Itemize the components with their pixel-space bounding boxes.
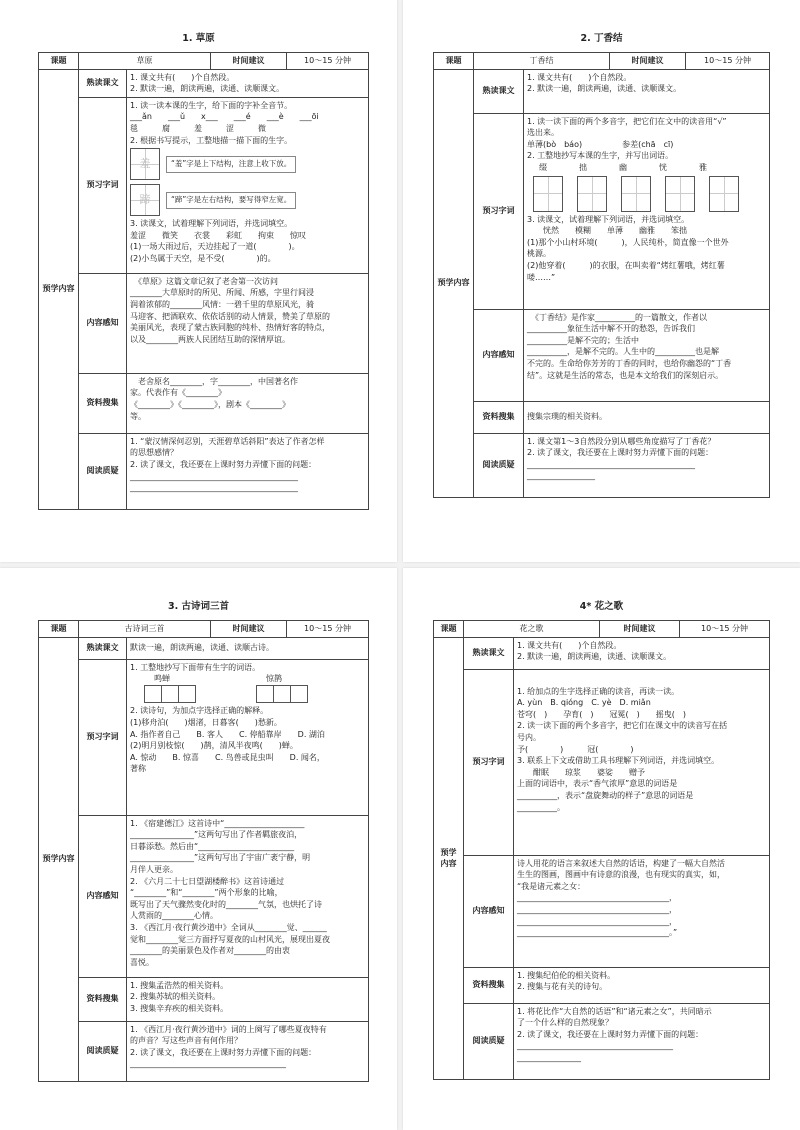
worksheet-page-4: [403, 568, 800, 1130]
header-time-label: 时间建议: [610, 53, 686, 70]
text-line: 生生的图画，图画中有诗意的浪漫，也有现实的真实，如，: [517, 870, 725, 880]
text-line: A. yùn B. qióng C. yè D. miǎn: [517, 698, 651, 708]
text-line: 《草原》这篇文章记叙了老舍第一次访问: [130, 276, 278, 286]
writing-box[interactable]: [577, 176, 607, 212]
text-line: __________，是解不完的。人生中的__________也是解: [527, 347, 719, 357]
info-content: [514, 967, 770, 1003]
text-line: 1. 《西江月·夜行黄沙道中》词的上阕写了哪些夏夜特有: [130, 1024, 327, 1034]
text-line: (2)小鸟属于天空，是不受( )的。: [130, 253, 276, 263]
text-line: 搜集宗璞的相关资料。: [527, 412, 607, 422]
text-line: “________”和“________”两个形象的比喻，: [130, 888, 283, 898]
text-line: 2. 搜集与花有关的诗句。: [517, 982, 608, 992]
text-line: 喽……”: [527, 272, 556, 282]
text-line: 1. “蒙汉情深何忍别，天涯碧草话斜阳”表达了作者怎样: [130, 436, 325, 446]
text-line: __________，表示“盘旋舞动的样子”意思的词语是: [517, 790, 694, 800]
text-line: __________是解不完的；生活中: [527, 335, 639, 345]
text-line: 著称: [130, 764, 146, 774]
section-label-feel: 内容感知: [79, 273, 127, 373]
section-label-read: 熟读课文: [79, 637, 127, 659]
answer-line: __________________________________________: [527, 459, 695, 469]
words-content: [514, 669, 770, 855]
text-line: __________象征生活中解不开的愁怨，告诉我们: [527, 324, 695, 334]
worksheet-table: [433, 52, 770, 498]
text-line: (1)那个小山村环境( )，人民纯朴，简直像一个世外: [527, 237, 729, 247]
text-line: 3. 读课文，试着理解下列词语，并选词填空。: [130, 219, 293, 229]
text-line: (1)移舟泊( )烟渚，日暮客( )愁新。: [130, 717, 282, 727]
word-options: 羞涩 微笑 衣裳 彩虹 拘束 惊叹: [130, 230, 306, 240]
text-line: 不完的。生命给你芳芳的丁香的同时，也给你幽怨的“丁香: [527, 358, 732, 368]
worksheet-table: [433, 620, 770, 1080]
text-line: 月伴人更亲。: [130, 864, 178, 874]
text-line: __________。: [517, 802, 565, 812]
text-line: 予( ) 冠( ): [517, 744, 634, 754]
text-line: 1. 搜集孟浩然的相关资料。: [130, 980, 229, 990]
writing-grid[interactable]: [256, 685, 308, 703]
doubt-content: [127, 1021, 369, 1081]
text-line: “我是诸元素之女：: [517, 881, 586, 891]
tracing-box: 羞: [130, 148, 160, 180]
section-label-feel: 内容感知: [464, 855, 514, 967]
text-line: 诗人用花的语言来叙述大自然的话语，构建了一幅大自然活: [517, 858, 725, 868]
section-label-words: 预习字词: [79, 97, 127, 273]
feel-content: [127, 273, 369, 373]
text-line: 2. 读一读下面的两个多音字，把它们在课文中的读音写在括: [517, 721, 728, 731]
text-line: 2. 读了课文，我还要在上课时努力弄懂下面的问题：: [130, 459, 317, 469]
text-line: 上面的词语中，表示“香气浓厚”意思的词语是: [517, 779, 678, 789]
pinyin-line: ___ǎn ___ǔ x___ ___é ___è ___ōi: [130, 112, 319, 122]
header-title-label: 课题: [39, 621, 79, 638]
char-line: 缀 拙 幽 恍 雅: [539, 162, 707, 172]
read-content: [127, 69, 369, 97]
answer-line: ______________________________________，: [517, 916, 677, 926]
text-line: 2. 《六月二十七日望湖楼醉书》这首诗通过: [130, 876, 285, 886]
text-line: (2)明月别枝惊( )鹊，清风半夜鸣( )蝉。: [130, 741, 298, 751]
text-line: 2. 读诗句，为加点字选择正确的解释。: [130, 706, 269, 716]
writing-box[interactable]: [621, 176, 651, 212]
answer-line: _________________: [527, 471, 595, 481]
group-label: 预学内容: [39, 637, 79, 1081]
text-line: 单薄(bò báo) 参差(chā cī): [527, 139, 674, 149]
answer-line: ______________________________________，: [517, 904, 677, 914]
char-line: 毯 腐 羞 涩 微: [130, 123, 266, 133]
writing-box[interactable]: [709, 176, 739, 212]
info-content: [524, 401, 770, 433]
text-line: 的声音？写这些声音有何作用？: [130, 1036, 242, 1046]
text-line: 选出来。: [527, 128, 559, 138]
page-title: 4* 花之歌: [579, 601, 624, 612]
text-line: 2. 读了课文，我还要在上课时努力弄懂下面的问题：: [527, 448, 714, 458]
word-label: 惊鹊: [266, 674, 282, 684]
text-line: 润着浓郁的________风情：一碧千里的草原风光，骑: [130, 299, 314, 309]
section-label-feel: 内容感知: [474, 309, 524, 401]
worksheet-page-3: [0, 568, 397, 1130]
text-line: 结”。这就是生活的常态，也是本文给我们的深刻启示。: [527, 370, 724, 380]
section-label-doubt: 阅读质疑: [79, 1021, 127, 1081]
lesson-name: 花之歌: [464, 621, 600, 638]
text-line: 2. 默读一遍，朗读两遍，读通、读顺课文。: [527, 84, 682, 94]
section-label-info: 资料搜集: [474, 401, 524, 433]
text-line: 以及________两族人民团结互助的深情厚谊。: [130, 334, 290, 344]
text-line: 1. 读一读本课的生字，给下面的字补全音节。: [130, 100, 293, 110]
feel-content: [514, 855, 770, 967]
section-label-doubt: 阅读质疑: [474, 433, 524, 497]
text-line: 1. 将花比作“大自然的话语”和“诸元素之女”，共同暗示: [517, 1006, 712, 1016]
text-line: 老舍原名________，字________，中国著名作: [130, 376, 298, 386]
word-options: 恍然 模糊 单薄 幽雅 笨拙: [527, 226, 687, 236]
lesson-name: 古诗词三首: [79, 621, 211, 638]
answer-line: ________________: [517, 1052, 581, 1062]
answer-line: __________________________________________: [130, 471, 298, 481]
page-title: 1. 草原: [182, 33, 215, 44]
text-line: 马迎客、把酒联欢、依依话别的动人情景，赞美了草原的: [130, 311, 330, 321]
text-line: 1. 课文第1～3自然段分别从哪些角度描写了丁香花？: [527, 436, 716, 446]
time-value: 10～15 分钟: [686, 53, 770, 70]
text-line: 3. 读课文，试着理解下列词语，并选词填空。: [527, 214, 690, 224]
section-label-read: 熟读课文: [474, 69, 524, 113]
worksheet-table: [38, 52, 369, 510]
section-label-doubt: 阅读质疑: [79, 433, 127, 509]
section-label-info: 资料搜集: [464, 967, 514, 1003]
word-label: 鸣蝉: [154, 674, 170, 684]
worksheet-page-2: [403, 0, 800, 562]
text-line: 2. 读了课文，我还要在上课时努力弄懂下面的问题：: [517, 1029, 704, 1039]
writing-grid[interactable]: [144, 685, 196, 703]
writing-box[interactable]: [533, 176, 563, 212]
text-line: 1. 读一读下面的两个多音字，把它们在文中的读音用“√”: [527, 116, 727, 126]
header-title-label: 课题: [39, 53, 79, 70]
answer-line: __________________________________________: [130, 483, 298, 493]
read-content: [524, 69, 770, 113]
page-title: 3. 古诗词三首: [167, 601, 230, 612]
feel-content: [524, 309, 770, 401]
read-content: [127, 637, 369, 659]
header-time-label: 时间建议: [600, 621, 680, 638]
text-line: 既写出了天气骤然变化时的________气氛，也烘托了诗: [130, 899, 322, 909]
text-line: 美丽风光，表现了蒙古族同胞的纯朴、热情好客的特点，: [130, 323, 330, 333]
section-label-read: 熟读课文: [464, 637, 514, 669]
text-line: 2. 根据书写提示，工整地描一描下面的生字。: [130, 135, 293, 145]
section-label-words: 预习字词: [79, 659, 127, 815]
group-label: 预学内容: [39, 69, 79, 509]
word-options: 酣眠 琼浆 婆娑 赠予: [517, 767, 645, 777]
text-line: 1. 课文共有( )个自然段。: [130, 72, 235, 82]
text-line: 苍穹( ) 孕育( ) 冠冕( ) 摇曳( ): [517, 709, 686, 719]
text-line: 《________》《________》，剧本《________》: [130, 399, 290, 409]
feel-content: [127, 815, 369, 977]
text-line: 了一个什么样的自然现象？: [517, 1018, 613, 1028]
section-label-info: 资料搜集: [79, 373, 127, 433]
section-label-words: 预习字词: [464, 669, 514, 855]
section-label-words: 预习字词: [474, 113, 524, 309]
text-line: 2. 默读一遍，朗读两遍，读通、读顺课文。: [130, 84, 285, 94]
info-content: [127, 977, 369, 1021]
text-line: 2. 读了课文，我还要在上课时努力弄懂下面的问题：: [130, 1047, 317, 1057]
text-line: (2)他穿着( )的衣服，在叫卖着“烤红薯哦，烤红薯: [527, 260, 725, 270]
header-title-label: 课题: [434, 53, 474, 70]
words-content: [524, 113, 770, 309]
worksheet-table: [38, 620, 369, 1082]
text-line: 3. 《西江月·夜行黄沙道中》全词从________觉、______: [130, 922, 327, 932]
answer-line: _______________________________________: [517, 1041, 673, 1051]
doubt-content: [127, 433, 369, 509]
writing-hint: “蹄”字是左右结构，要写得窄左宽。: [166, 192, 296, 209]
text-line: 1. 课文共有( )个自然段。: [517, 640, 622, 650]
text-line: 觉和________觉三方面抒写夏夜的山村风光，展现出夏夜: [130, 934, 330, 944]
text-line: 2. 搜集苏轼的相关资料。: [130, 992, 221, 1002]
text-line: 1. 《宿建德江》这首诗中“____________________: [130, 818, 305, 828]
doubt-content: [514, 1003, 770, 1079]
time-value: 10～15 分钟: [680, 621, 770, 638]
text-line: 2. 默读一遍，朗读两遍，读通、读顺课文。: [517, 652, 672, 662]
text-line: 3. 联系上下文或借助工具书理解下列词语，并选词填空。: [517, 756, 720, 766]
text-line: 的思想感情？: [130, 448, 178, 458]
section-label-read: 熟读课文: [79, 69, 127, 97]
text-line: 默读一遍，朗读两遍，读通、读顺古诗。: [130, 643, 274, 653]
lesson-name: 丁香结: [474, 53, 610, 70]
text-line: 1. 给加点的生字选择正确的读音，再读一读。: [517, 686, 680, 696]
text-line: 喜悦。: [130, 957, 154, 967]
worksheet-page-1: [0, 0, 397, 562]
answer-line: ______________________________________。”: [517, 928, 678, 938]
text-line: 桃源。: [527, 249, 551, 259]
text-line: ________大草原时的所见、所闻、所感，字里行间浸: [130, 288, 314, 298]
text-line: 等。: [130, 411, 146, 421]
page-title: 2. 丁香结: [580, 33, 623, 44]
section-label-doubt: 阅读质疑: [464, 1003, 514, 1079]
words-content: [127, 659, 369, 815]
read-content: [514, 637, 770, 669]
text-line: 家。代表作有《________》: [130, 388, 226, 398]
answer-line: ______________________________________，: [517, 893, 677, 903]
header-time-label: 时间建议: [211, 53, 287, 70]
group-label: 预学内容: [434, 69, 474, 497]
text-line: 1. 工整地抄写下面带有生字的词语。: [130, 662, 261, 672]
text-line: 2. 工整地抄写本课的生字，并写出词语。: [527, 151, 674, 161]
text-line: 3. 搜集辛弃疾的相关资料。: [130, 1003, 229, 1013]
header-time-label: 时间建议: [211, 621, 287, 638]
doubt-content: [524, 433, 770, 497]
text-line: A. 惊动 B. 惊喜 C. 鸟兽或昆虫叫 D. 闻名，: [130, 752, 325, 762]
group-label: 预学内容: [434, 637, 464, 1079]
time-value: 10～15 分钟: [287, 53, 369, 70]
lesson-name: 草原: [79, 53, 211, 70]
text-line: 1. 搜集纪伯伦的相关资料。: [517, 970, 616, 980]
text-line: A. 指作者自己 B. 客人 C. 停船靠岸 D. 湖泊: [130, 729, 325, 739]
header-title-label: 课题: [434, 621, 464, 638]
text-line: 《丁香结》是作家__________的一篇散文，作者以: [527, 312, 707, 322]
text-line: 号内。: [517, 732, 541, 742]
time-value: 10～15 分钟: [287, 621, 369, 638]
words-content: [127, 97, 369, 273]
section-label-info: 资料搜集: [79, 977, 127, 1021]
text-line: ________________”这两句写出了宇宙广袤宁静，明: [130, 853, 311, 863]
info-content: [127, 373, 369, 433]
text-line: (1)一场大雨过后，天边挂起了一道( )。: [130, 242, 300, 252]
section-label-feel: 内容感知: [79, 815, 127, 977]
text-line: 日暮添愁。然后由“________________________: [130, 841, 295, 851]
text-line: 1. 课文共有( )个自然段。: [527, 72, 632, 82]
tracing-box: 蹄: [130, 184, 160, 216]
text-line: 人赏雨的________心情。: [130, 911, 218, 921]
text-line: ________________”这两句写出了作者羁旅夜泊，: [130, 830, 303, 840]
writing-hint: “羞”字是上下结构，注意上收下放。: [166, 156, 296, 173]
answer-line: _______________________________________: [130, 1059, 286, 1069]
text-line: ________的美丽景色及作者对________的由衷: [130, 946, 290, 956]
writing-box[interactable]: [665, 176, 695, 212]
